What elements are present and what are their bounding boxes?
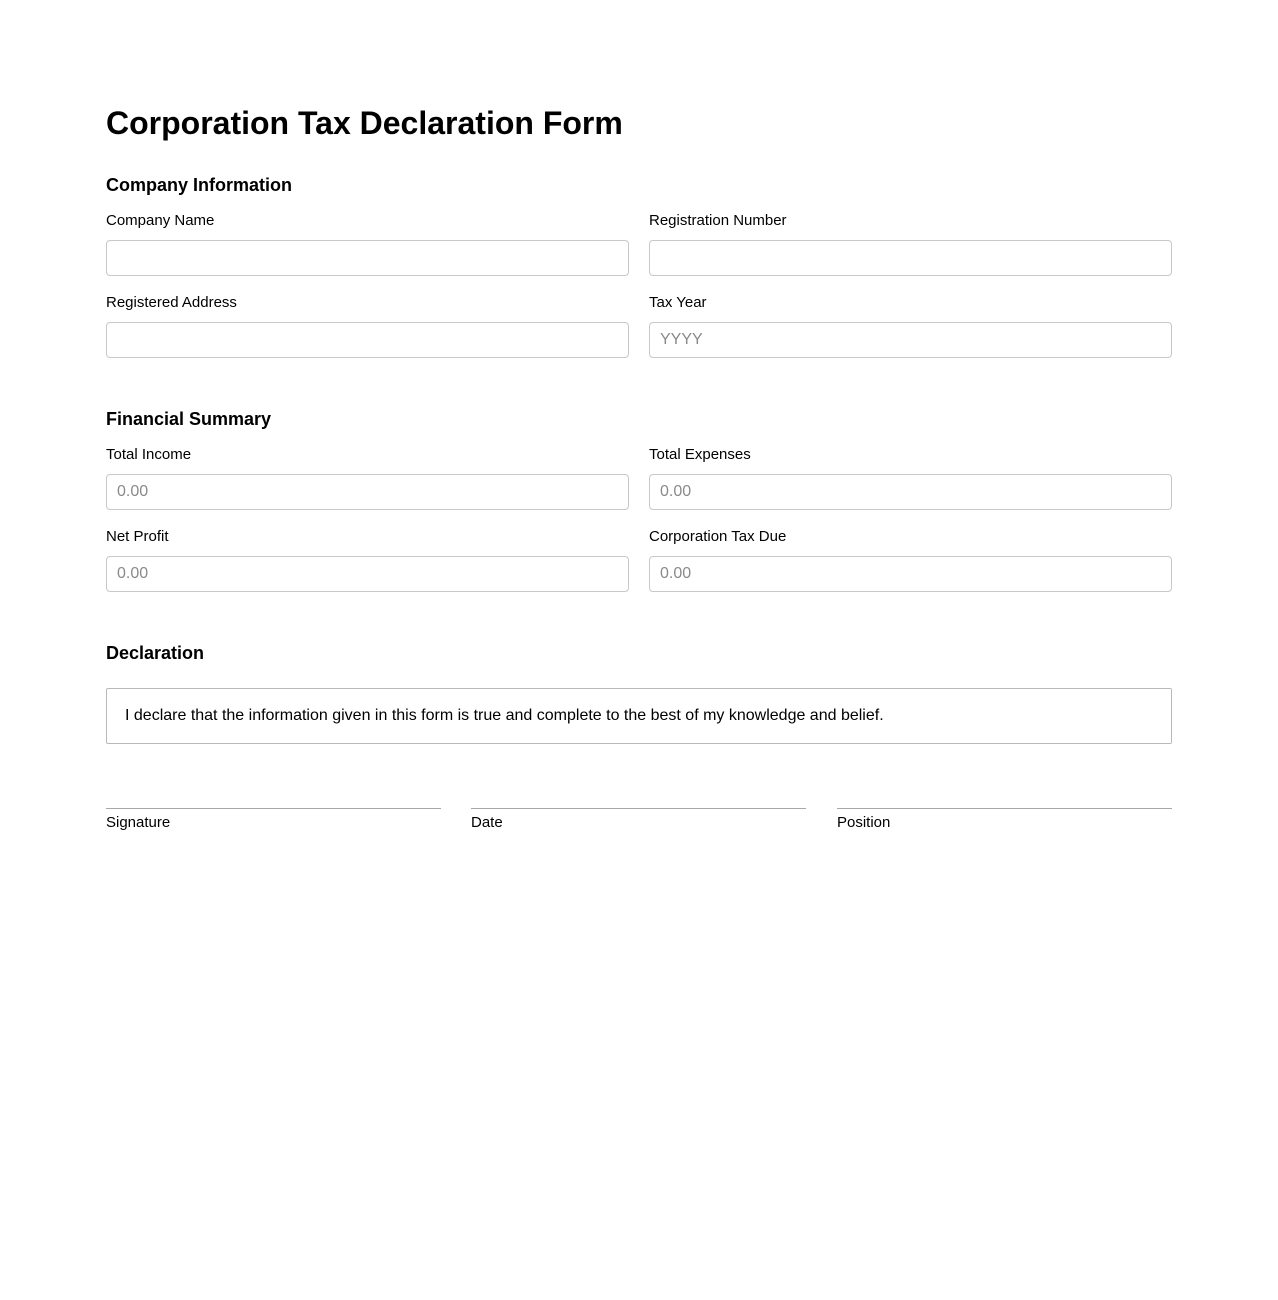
signature-block[interactable] (106, 808, 441, 832)
section-heading-company-information: Company Information (106, 175, 293, 195)
total-expenses-input[interactable] (649, 474, 1172, 510)
net-profit-input[interactable] (106, 556, 629, 592)
total-income-field-group (106, 446, 629, 510)
company-name-field-group (106, 212, 629, 276)
date-block[interactable] (471, 808, 806, 832)
registration-number-label: Registration Number (649, 212, 787, 229)
signature-line (106, 808, 441, 809)
total-income-label: Total Income (106, 446, 192, 463)
date-line (471, 808, 806, 809)
section-heading-financial-summary: Financial Summary (106, 409, 272, 429)
net-profit-field-group (106, 528, 629, 592)
registration-number-field-group (649, 212, 1172, 276)
total-expenses-label: Total Expenses (649, 446, 751, 463)
tax-year-input[interactable] (649, 322, 1172, 358)
total-expenses-field-group (649, 446, 1172, 510)
tax-year-field-group (649, 294, 1172, 358)
total-income-input[interactable] (106, 474, 629, 510)
signature-label: Signature (106, 814, 171, 831)
corporation-tax-due-field-group (649, 528, 1172, 592)
corporation-tax-due-label: Corporation Tax Due (649, 528, 787, 545)
position-label: Position (837, 814, 891, 831)
registered-address-field-group (106, 294, 629, 358)
section-heading-declaration: Declaration (106, 643, 205, 663)
company-name-input[interactable] (106, 240, 629, 276)
declaration-statement: I declare that the information given in this form is true and complete to the best of my knowledge and belief. (106, 688, 1172, 744)
registered-address-input[interactable] (106, 322, 629, 358)
corporation-tax-due-input[interactable] (649, 556, 1172, 592)
position-block[interactable] (837, 808, 1172, 832)
registered-address-label: Registered Address (106, 294, 237, 311)
tax-year-label: Tax Year (649, 294, 707, 311)
date-label: Date (471, 814, 503, 831)
net-profit-label: Net Profit (106, 528, 169, 545)
registration-number-input[interactable] (649, 240, 1172, 276)
company-name-label: Company Name (106, 212, 215, 229)
page-title: Corporation Tax Declaration Form (106, 105, 623, 141)
position-line (837, 808, 1172, 809)
